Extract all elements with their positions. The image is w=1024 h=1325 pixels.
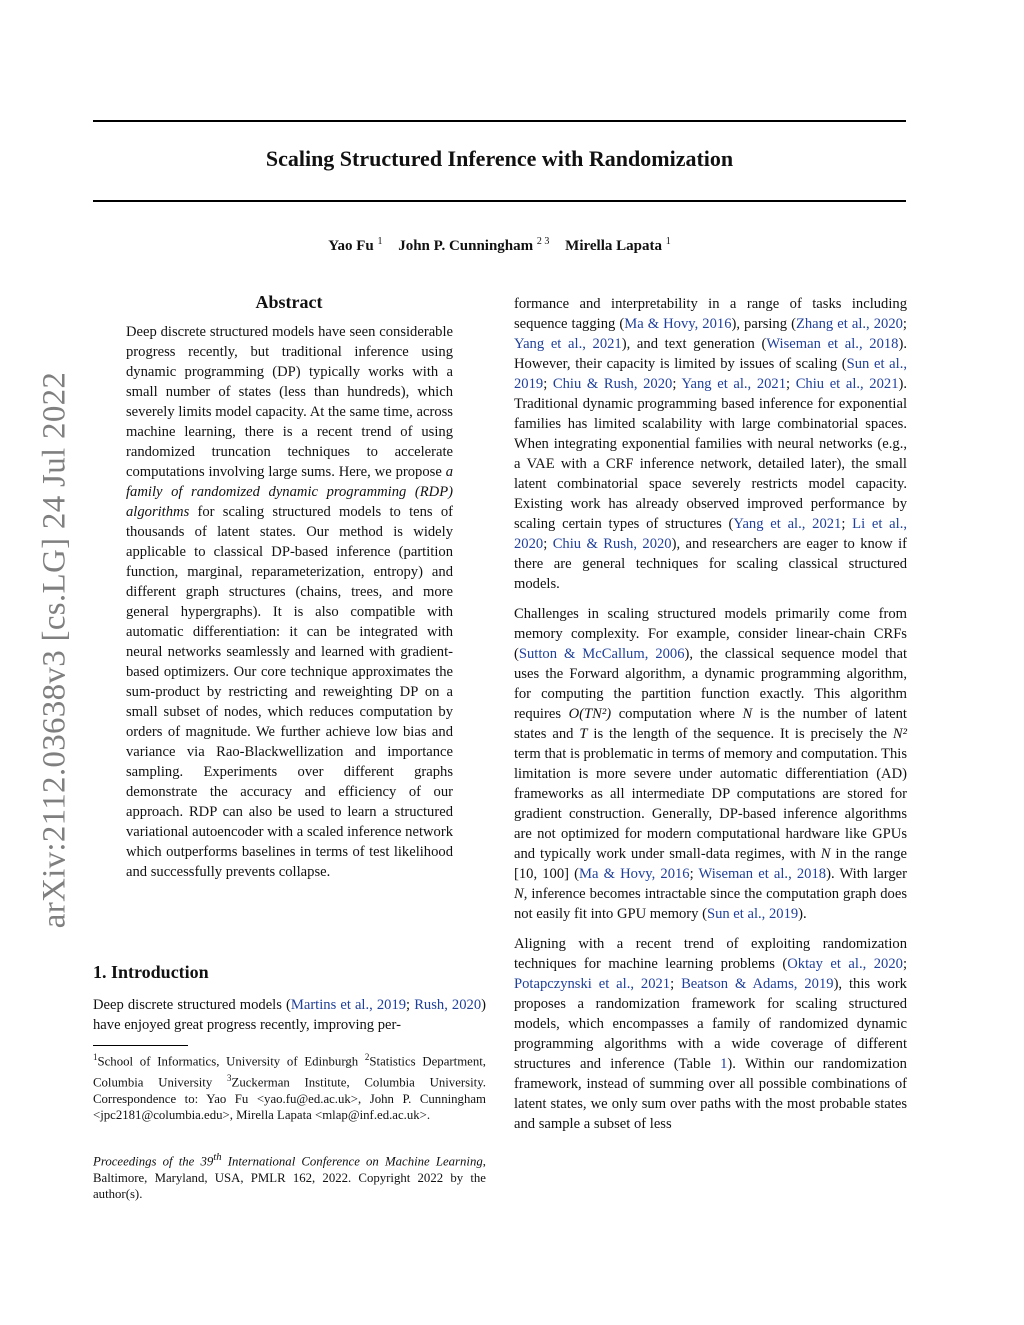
author-affiliation: 2 3 xyxy=(536,236,550,247)
math-expression: N² xyxy=(892,726,907,742)
author-name: Yao Fu xyxy=(328,238,374,254)
citation-link[interactable]: Yang et al., 2021 xyxy=(733,516,842,532)
right-column xyxy=(514,294,907,1144)
paper-title: Scaling Structured Inference with Randomization xyxy=(265,146,734,171)
arxiv-stamp: arXiv:2112.03638v3 [cs.LG] 24 Jul 2022 xyxy=(36,371,73,929)
intro-paragraph: formance and interpretability in a range of tasks including sequence tagging (Ma & Hovy, 2016), parsing (Zhang et al., 2020; Yang et al., 2021), and text generation (Wiseman et al., 2018). However, their capacity is limited by issues of scaling (Sun et al., 2019; Chiu & Rush, 2020; Yang et al., 2021; Chiu et al., 2021). Traditional dynamic programming based inference for exponential families has limited scalability with large combinatorial spaces. When integrating exponential families with neural networks (e.g., a VAE with a CRF inference network, detailed later), the small latent combinatorial space severely restricts model capacity. Existing work has already observed improved performance by scaling certain types of structures (Yang et al., 2021; Li et al., 2020; Chiu & Rush, 2020), and researchers are eager to know if there are general techniques for scaling classical structured models. xyxy=(514,296,908,592)
citation-link[interactable]: Yang et al., 2021 xyxy=(681,376,787,392)
author xyxy=(398,238,549,254)
footnote-rule xyxy=(93,1045,188,1046)
citation-link[interactable]: Sun et al., 2019 xyxy=(706,906,799,922)
title-bottom-rule xyxy=(93,200,906,202)
citation-link[interactable]: Yang et al., 2021 xyxy=(514,336,622,352)
intro-paragraph: Deep discrete structured models (Martins et al., 2019; Rush, 2020) have enjoyed great progress recently, improving per- xyxy=(93,997,486,1033)
citation-link[interactable]: Chiu et al., 2021 xyxy=(795,376,899,392)
citation-link[interactable]: Rush, 2020 xyxy=(414,997,482,1013)
citation-link[interactable]: Sun et al., 2019 xyxy=(514,356,907,392)
abstract-heading: Abstract xyxy=(255,292,323,312)
citation-link[interactable]: Ma & Hovy, 2016 xyxy=(624,316,732,332)
author xyxy=(565,238,671,254)
proceedings-note: Proceedings of the 39th International Conference on Machine Learning, Baltimore, Maryland, USA, PMLR 162, 2022. Copyright 2022 by the author(s). xyxy=(93,1152,486,1202)
math-symbol: N xyxy=(742,706,753,722)
citation-link[interactable]: Zhang et al., 2020 xyxy=(795,316,903,332)
citation-link[interactable]: Li et al., 2020 xyxy=(514,516,907,552)
citation-link[interactable]: Chiu & Rush, 2020 xyxy=(552,376,673,392)
table-reference-link[interactable]: 1 xyxy=(720,1056,728,1072)
abstract-text: Deep discrete structured models have seen considerable progress recently, but traditional inference using dynamic programming (DP) typically works with a small number of states (less than hundreds), which severely limits model capacity. At the same time, across machine learning, there is a recent trend of using randomized truncation techniques to accelerate computations involving large sums. Here, we propose a family of randomized dynamic programming (RDP) algorithms for scaling structured models to tens of thousands of latent states. Our method is widely applicable to classical DP-based inference (partition function, marginal, reparameterization, entropy) and different graph structures (chains, trees, and more general hypergraphs). It is also compatible with automatic differentiation: it can be integrated with neural networks seamlessly and learned with gradient-based optimizers. Our core technique approximates the sum-product by restricting and reweighting DP on a small subset of nodes, which reduces computation by orders of magnitude. We further achieve low bias and variance via Rao-Blackwellization and importance sampling. Experiments over different graphs demonstrate the accuracy and efficiency of our approach. RDP can also be used to learn a structured variational autoencoder with a scaled inference network which outperforms baselines in terms of test likelihood and successfully prevents collapse. xyxy=(126,324,453,880)
intro-paragraph: Challenges in scaling structured models primarily come from memory complexity. For example, consider linear-chain CRFs (Sutton & McCallum, 2006), the classical sequence model that uses the Forward algorithm, a dynamic programming algorithm, for computing the partition function exactly. This algorithm requires O(TN²) computation where N is the number of latent states and T is the length of the sequence. It is precisely the N² term that is problematic in terms of memory and computation. This limitation is more severe under automatic differentiation (AD) frameworks as all intermediate DP computations are stored for gradient construction. Generally, DP-based inference algorithms are not optimized for modern computational hardware like GPUs and typically work under small-data regimes, with N in the range [10, 100] (Ma & Hovy, 2016; Wiseman et al., 2018). With larger N, inference becomes intractable since the computation graph does not easily fit into GPU memory (Sun et al., 2019). xyxy=(514,606,908,922)
author-name: Mirella Lapata xyxy=(565,238,662,254)
title-top-rule xyxy=(93,120,906,122)
math-symbol: N xyxy=(820,846,831,862)
math-symbol: T xyxy=(579,726,588,742)
citation-link[interactable]: Potapczynski et al., 2021 xyxy=(514,976,671,992)
citation-link[interactable]: Ma & Hovy, 2016 xyxy=(579,866,690,882)
intro-paragraph: Aligning with a recent trend of exploiting randomization techniques for machine learning problems (Oktay et al., 2020; Potapczynski et al., 2021; Beatson & Adams, 2019), this work proposes a randomization framework for scaling structured models, which encompasses a family of randomized dynamic programming algorithms with a wide coverage of different structures and inference (Table 1). Within our randomization framework, instead of summing over all possible combinations of latent states, we only sum over paths with the most probable states and sample a subset of less xyxy=(514,936,907,1132)
citation-link[interactable]: Wiseman et al., 2018 xyxy=(698,866,827,882)
citation-link[interactable]: Oktay et al., 2020 xyxy=(787,956,903,972)
author-list xyxy=(93,236,906,255)
section-heading-introduction: 1. Introduction xyxy=(93,962,209,982)
citation-link[interactable]: Sutton & McCallum, 2006 xyxy=(518,646,685,662)
math-expression: O(TN²) xyxy=(568,706,612,722)
abstract-emphasis: a family of randomized dynamic programming (RDP) algorithms xyxy=(126,464,453,520)
author-affiliation: 1 xyxy=(665,236,671,247)
citation-link[interactable]: Martins et al., 2019 xyxy=(290,997,407,1013)
citation-link[interactable]: Chiu & Rush, 2020 xyxy=(552,536,672,552)
author-affiliation: 1 xyxy=(377,236,383,247)
math-symbol: N xyxy=(514,886,524,902)
author-name: John P. Cunningham xyxy=(398,238,534,254)
author xyxy=(328,238,382,254)
affiliation-footnote: $^1$School of Informatics, University of Edinburgh $^2$Statistics Department, Columbia University $^3$Zuckerman Institute, Columbia University. Correspondence to: Yao Fu <yao.fu@ed.ac.uk>, John P. Cunningham <jpc2181@columbia.edu>, Mirella Lapata <mlap@inf.ed.ac.uk>. xyxy=(93,1052,487,1123)
citation-link[interactable]: Beatson & Adams, 2019 xyxy=(681,976,834,992)
citation-link[interactable]: Wiseman et al., 2018 xyxy=(766,336,899,352)
